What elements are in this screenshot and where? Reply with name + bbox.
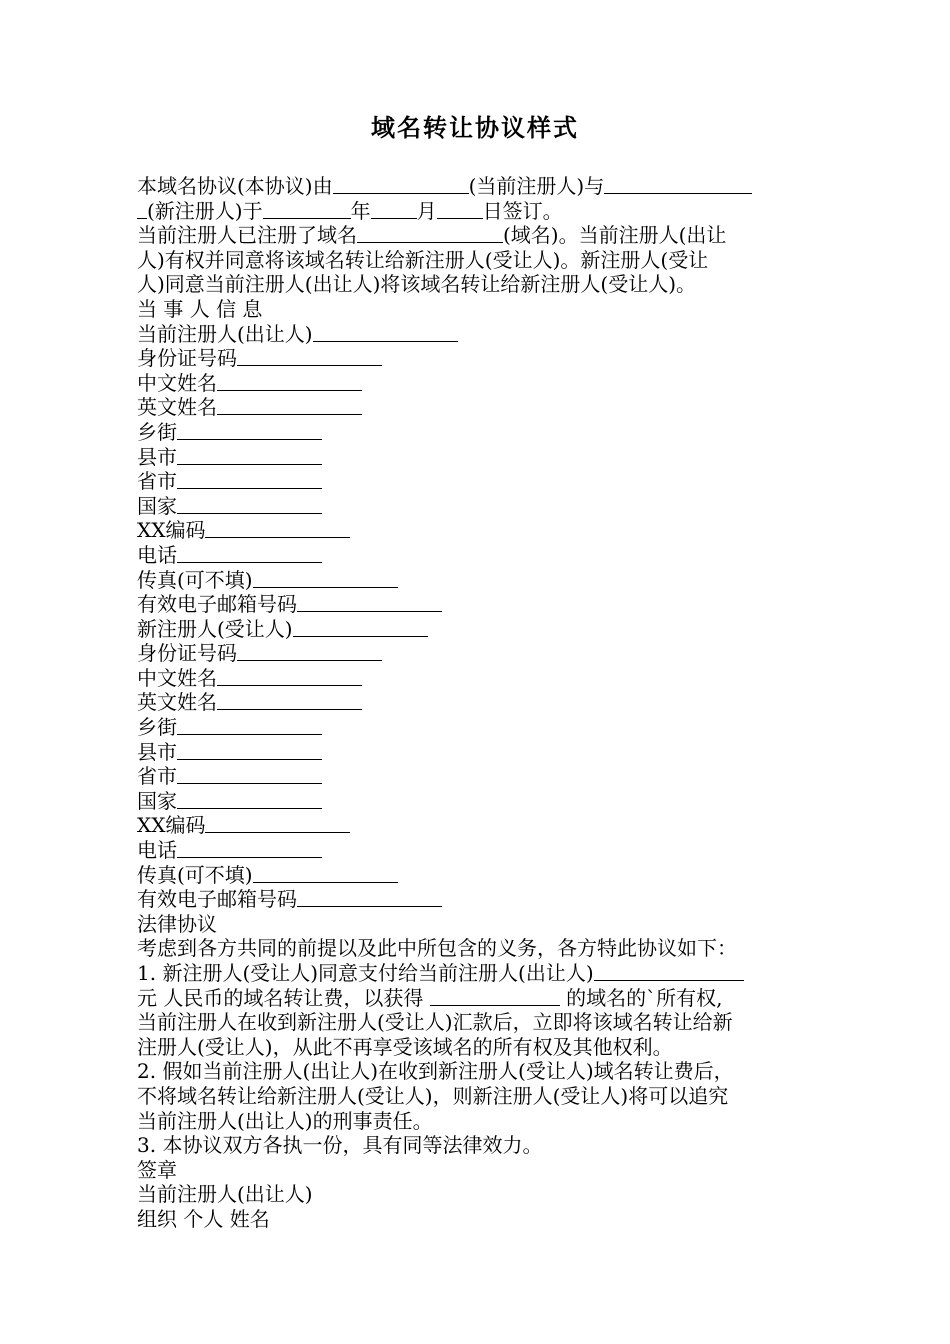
field-blank[interactable] <box>177 495 322 514</box>
field-blank[interactable] <box>297 593 442 612</box>
law-header: 法律协议 <box>137 911 217 936</box>
transferor-label-row <box>137 322 817 347</box>
field-blank[interactable] <box>293 618 428 637</box>
field-blank[interactable] <box>217 396 362 415</box>
field-label: 中文姓名 <box>137 665 217 690</box>
field-label: 中文姓名 <box>137 370 217 395</box>
field-blank[interactable] <box>253 864 398 883</box>
field-label: 电话 <box>137 838 177 863</box>
blank-day[interactable] <box>437 200 483 219</box>
intro-line-2 <box>137 199 817 224</box>
field-label: 县市 <box>137 444 177 469</box>
field-blank[interactable] <box>177 470 322 489</box>
intro-line-5: 人)同意当前注册人(出让人)将该域名转让给新注册人(受让人)。 <box>137 272 697 297</box>
clause-2-line-1: 2. 假如当前注册人(出让人)在收到新注册人(受让人)域名转让费后， <box>137 1059 734 1084</box>
field-label: 英文姓名 <box>137 690 217 715</box>
field-label: 省市 <box>137 469 177 494</box>
intro-line-4: 人)有权并同意将该域名转让给新注册人(受让人)。新注册人(受让 <box>137 247 709 272</box>
field-label: XX编码 <box>137 518 206 543</box>
field-blank[interactable] <box>297 888 442 907</box>
intro-line-3 <box>137 223 817 248</box>
clause-1-line-2 <box>137 986 817 1011</box>
field-label: 英文姓名 <box>137 395 217 420</box>
document-title: 域名转让协议样式 <box>371 113 579 142</box>
blank-new-registrant[interactable] <box>604 175 752 194</box>
field-label: 传真(可不填) <box>137 567 253 592</box>
field-label: 乡街 <box>137 419 177 444</box>
field-label: 有效电子邮箱号码 <box>137 592 297 617</box>
transferor-field-country <box>137 494 817 519</box>
document-body <box>137 174 817 1232</box>
transferor-field-province <box>137 469 817 494</box>
clause-2-line-2: 不将域名转让给新注册人(受让人)，则新注册人(受让人)将可以追究 <box>137 1083 729 1108</box>
field-blank[interactable] <box>205 814 350 833</box>
field-blank[interactable] <box>253 569 398 588</box>
clause-text: 的域名的`所有权, <box>559 985 723 1010</box>
field-label: 当前注册人(出让人) <box>137 321 313 346</box>
transferor-field-cn-name <box>137 371 817 396</box>
clause-1-line-1 <box>137 961 817 986</box>
field-blank[interactable] <box>177 716 322 735</box>
transferor-field-county <box>137 445 817 470</box>
field-blank[interactable] <box>177 765 322 784</box>
field-blank[interactable] <box>237 642 382 661</box>
intro-text: 年 <box>350 198 371 223</box>
transferee-field-code <box>137 813 817 838</box>
intro-text: 当前注册人已注册了域名 <box>137 223 357 248</box>
transferor-field-email <box>137 592 817 617</box>
blank-month[interactable] <box>371 200 417 219</box>
field-label: 有效电子邮箱号码 <box>137 887 297 912</box>
blank-year[interactable] <box>263 200 351 219</box>
field-label: 新注册人(受让人) <box>137 616 293 641</box>
field-blank[interactable] <box>177 446 322 465</box>
party-info-header: 当 事 人 信 息 <box>137 296 263 321</box>
clause-3: 3. 本协议双方各执一份，具有同等法律效力。 <box>137 1133 543 1158</box>
transferor-field-code <box>137 518 817 543</box>
field-blank[interactable] <box>205 519 350 538</box>
transferor-field-phone <box>137 543 817 568</box>
intro-text: 日签订。 <box>482 198 563 223</box>
field-blank[interactable] <box>177 839 322 858</box>
transferee-field-email <box>137 887 817 912</box>
field-blank[interactable] <box>217 667 362 686</box>
field-label: XX编码 <box>137 813 206 838</box>
field-blank[interactable] <box>177 544 322 563</box>
field-label: 身份证号码 <box>137 346 237 371</box>
field-blank[interactable] <box>217 691 362 710</box>
field-blank[interactable] <box>177 741 322 760</box>
field-blank[interactable] <box>177 421 322 440</box>
transferee-field-country <box>137 789 817 814</box>
field-label: 身份证号码 <box>137 641 237 666</box>
transferor-field-street <box>137 420 817 445</box>
field-label: 传真(可不填) <box>137 862 253 887</box>
transferee-field-province <box>137 764 817 789</box>
field-label: 省市 <box>137 764 177 789</box>
blank-domain-name[interactable] <box>357 224 503 243</box>
transferee-field-en-name <box>137 690 817 715</box>
clause-text: 1. 新注册人(受让人)同意支付给当前注册人(出让人) <box>137 961 594 985</box>
field-blank[interactable] <box>177 790 322 809</box>
intro-text: 月 <box>416 198 437 223</box>
transferee-field-fax <box>137 863 817 888</box>
transferor-field-id <box>137 346 817 371</box>
field-label: 县市 <box>137 739 177 764</box>
intro-line-1 <box>137 174 817 199</box>
signature-header: 签章 <box>137 1157 177 1182</box>
intro-text: (域名)。当前注册人(出让 <box>503 223 727 248</box>
transferor-field-fax <box>137 568 817 593</box>
field-blank[interactable] <box>217 372 362 391</box>
blank-new-registrant-cont[interactable] <box>137 200 147 219</box>
transferee-field-id <box>137 641 817 666</box>
field-label: 电话 <box>137 542 177 567</box>
clause-1-line-3: 当前注册人在收到新注册人(受让人)汇款后，立即将该域名转让给新 <box>137 1010 733 1035</box>
intro-text: 本域名协议(本协议)由 <box>137 174 333 198</box>
clause-2-line-3: 当前注册人(出让人)的刑事责任。 <box>137 1108 433 1133</box>
field-blank[interactable] <box>313 323 458 342</box>
field-blank[interactable] <box>237 347 382 366</box>
blank-current-registrant[interactable] <box>333 175 469 194</box>
clause-1-line-4: 注册人(受让人)，从此不再享受该域名的所有权及其他权利。 <box>137 1034 673 1059</box>
field-label: 国家 <box>137 788 177 813</box>
intro-text: (当前注册人)与 <box>468 174 605 198</box>
field-label: 乡街 <box>137 715 177 740</box>
transferee-label-row <box>137 617 817 642</box>
blank-domain-name-2[interactable] <box>430 987 560 1006</box>
signature-party: 当前注册人(出让人) <box>137 1182 313 1207</box>
signature-type: 组织 个人 姓名 <box>137 1206 270 1231</box>
clause-text: 元 人民币的域名转让费，以获得 <box>137 985 430 1010</box>
transferee-field-phone <box>137 838 817 863</box>
transferor-field-en-name <box>137 395 817 420</box>
blank-transfer-fee[interactable] <box>594 962 744 981</box>
intro-text: (新注册人)于 <box>147 198 263 223</box>
field-label: 国家 <box>137 493 177 518</box>
law-lead: 考虑到各方共同的前提以及此中所包含的义务，各方特此协议如下： <box>137 936 737 961</box>
transferee-field-cn-name <box>137 666 817 691</box>
transferee-field-county <box>137 740 817 765</box>
transferee-field-street <box>137 715 817 740</box>
